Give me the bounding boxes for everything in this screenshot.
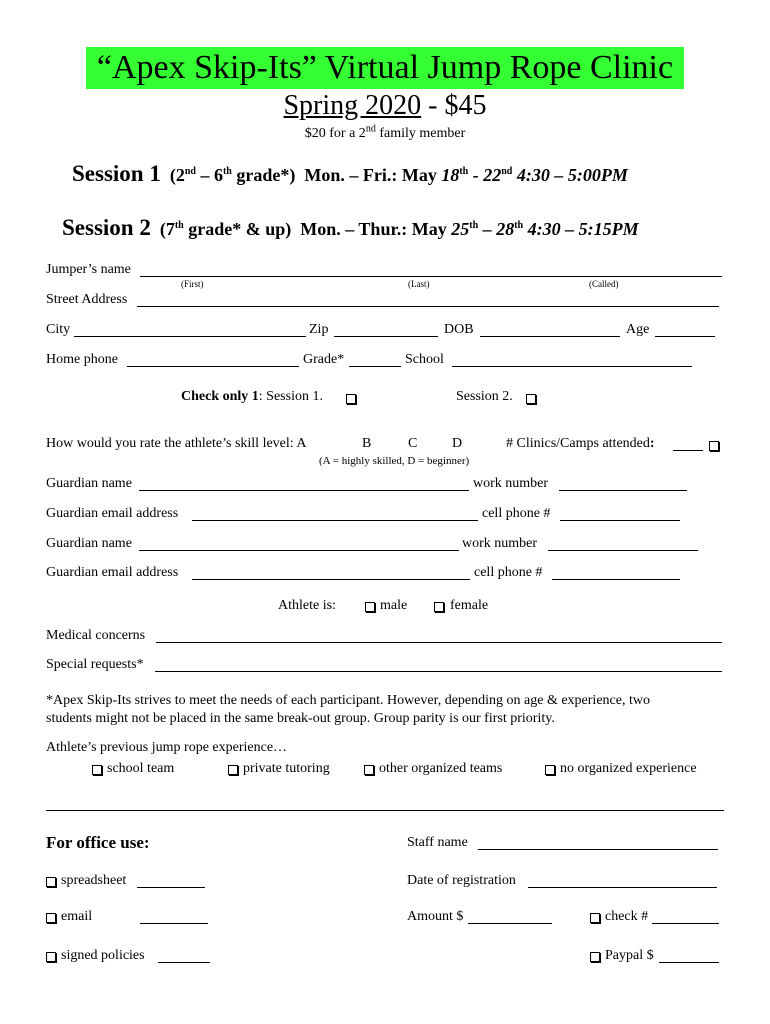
session-2-time: 4:30 – 5:15PM: [523, 219, 639, 239]
no-experience-checkbox[interactable]: [545, 765, 555, 775]
guardian-1-name-label: Guardian name: [46, 476, 132, 491]
price-label: - $45: [421, 90, 487, 121]
session-1-checkbox[interactable]: [346, 394, 356, 404]
guardian-2-name-field[interactable]: [139, 550, 459, 551]
date: 25: [451, 219, 470, 239]
school-label: School: [405, 352, 444, 367]
email-checkbox[interactable]: [46, 913, 56, 923]
colon: :: [649, 436, 655, 451]
amount-label: Amount $: [407, 909, 464, 924]
guardian-1-work-label: work number: [473, 476, 549, 491]
session-1-label: Session 1: [72, 161, 161, 186]
special-label: Special requests*: [46, 657, 144, 672]
special-field[interactable]: [155, 671, 722, 672]
city-field[interactable]: [74, 336, 306, 337]
sup: nd: [184, 166, 196, 177]
session-2-grade-end: grade* & up): [183, 219, 292, 239]
school-team-label: school team: [107, 761, 175, 776]
staff-label: Staff name: [407, 835, 468, 850]
sep: –: [478, 219, 497, 239]
check-checkbox[interactable]: [590, 913, 600, 923]
home-phone-field[interactable]: [127, 366, 299, 367]
sup: nd: [501, 166, 513, 177]
sep: -: [468, 165, 484, 185]
staff-field[interactable]: [478, 849, 718, 850]
grade-field[interactable]: [349, 366, 401, 367]
street-field[interactable]: [137, 306, 719, 307]
guardian-1-cell-field[interactable]: [560, 520, 680, 521]
office-heading: For office use:: [46, 833, 150, 852]
signed-policies-checkbox[interactable]: [46, 952, 56, 962]
school-team-checkbox[interactable]: [92, 765, 102, 775]
guardian-1-email-label: Guardian email address: [46, 506, 179, 521]
session-2-grade: (7: [159, 219, 175, 239]
female-checkbox[interactable]: [434, 602, 444, 612]
spreadsheet-field[interactable]: [137, 887, 205, 888]
age-label: Age: [626, 322, 650, 337]
skill-option-d[interactable]: D: [452, 436, 463, 451]
clinics-text: # Clinics/Camps attended: [506, 436, 650, 451]
session-2-option-label: Session 2.: [456, 389, 513, 404]
guardian-1-cell-label: cell phone #: [482, 506, 551, 521]
sup: th: [222, 166, 232, 177]
male-label: male: [380, 598, 408, 613]
amount-field[interactable]: [468, 923, 552, 924]
home-phone-label: Home phone: [46, 352, 118, 367]
sup: th: [514, 220, 524, 231]
city-label: City: [46, 322, 71, 337]
skill-question: How would you rate the athlete’s skill level: A: [46, 436, 307, 451]
male-checkbox[interactable]: [365, 602, 375, 612]
clinics-field[interactable]: [673, 450, 703, 451]
paypal-checkbox[interactable]: [590, 952, 600, 962]
skill-note: (A = highly skilled, D = beginner): [319, 455, 470, 467]
grade-label: Grade*: [303, 352, 345, 367]
session-1-time: 4:30 – 5:00PM: [512, 165, 628, 185]
paypal-field[interactable]: [659, 962, 719, 963]
medical-label: Medical concerns: [46, 628, 146, 643]
check-only-row: [181, 389, 323, 405]
guardian-2-email-label: Guardian email address: [46, 565, 179, 580]
check-only-label: Check only 1: [181, 389, 259, 404]
session-2-line: [62, 215, 639, 241]
clinics-label: [506, 436, 655, 452]
female-label: female: [450, 598, 489, 613]
family-note-text-end: family member: [375, 126, 466, 141]
session-1-days: Mon. – Fri.: May: [304, 165, 442, 185]
guardian-2-work-label: work number: [462, 536, 538, 551]
family-note: [0, 123, 770, 142]
note-line-1: *Apex Skip-Its strives to meet the needs of each participant. However, depending on age & experience, two: [46, 693, 650, 708]
skill-option-c[interactable]: C: [408, 436, 418, 451]
first-caption: (First): [181, 279, 204, 289]
jumper-name-field[interactable]: [140, 276, 722, 277]
family-note-text: $20 for a 2: [304, 126, 366, 141]
note-line-2: students might not be placed in the same break-out group. Group parity is our first priority.: [46, 711, 555, 726]
family-note-sup: nd: [365, 123, 376, 135]
guardian-2-work-field[interactable]: [548, 550, 698, 551]
season-price: [0, 90, 770, 122]
zip-field[interactable]: [334, 336, 438, 337]
other-teams-checkbox[interactable]: [364, 765, 374, 775]
email-field[interactable]: [140, 923, 208, 924]
guardian-1-email-field[interactable]: [192, 520, 478, 521]
skill-option-b[interactable]: B: [362, 436, 372, 451]
signed-policies-field[interactable]: [158, 962, 210, 963]
spreadsheet-checkbox[interactable]: [46, 877, 56, 887]
session-1-grade: (2: [169, 165, 185, 185]
athlete-is-label: Athlete is:: [278, 598, 336, 613]
date: 22: [483, 165, 502, 185]
clinics-checkbox[interactable]: [709, 441, 719, 451]
dob-label: DOB: [444, 322, 474, 337]
private-tutoring-label: private tutoring: [243, 761, 330, 776]
email-label: email: [61, 909, 93, 924]
spreadsheet-label: spreadsheet: [61, 873, 127, 888]
season-label: Spring 2020: [283, 90, 422, 121]
divider: [46, 810, 724, 811]
session-2-checkbox[interactable]: [526, 394, 536, 404]
date-reg-label: Date of registration: [407, 873, 516, 888]
check-field[interactable]: [652, 923, 719, 924]
page-title: “Apex Skip-Its” Virtual Jump Rope Clinic: [86, 47, 684, 89]
zip-label: Zip: [309, 322, 329, 337]
date-reg-field[interactable]: [528, 887, 717, 888]
sup: th: [459, 166, 469, 177]
age-field[interactable]: [655, 336, 715, 337]
dob-field[interactable]: [480, 336, 620, 337]
guardian-2-email-field[interactable]: [192, 579, 470, 580]
no-experience-label: no organized experience: [560, 761, 697, 776]
guardian-2-cell-field[interactable]: [552, 579, 680, 580]
sup: th: [469, 220, 479, 231]
session-2-label: Session 2: [62, 215, 151, 240]
experience-question: Athlete’s previous jump rope experience…: [46, 740, 288, 755]
called-caption: (Called): [589, 279, 619, 289]
school-field[interactable]: [452, 366, 692, 367]
date: 18: [441, 165, 460, 185]
paypal-label: Paypal $: [605, 948, 654, 963]
date: 28: [496, 219, 515, 239]
guardian-2-cell-label: cell phone #: [474, 565, 543, 580]
guardian-2-name-label: Guardian name: [46, 536, 132, 551]
session-1-option-label: : Session 1.: [258, 389, 323, 404]
private-tutoring-checkbox[interactable]: [228, 765, 238, 775]
session-1-line: [72, 161, 628, 187]
jumper-name-label: Jumper’s name: [46, 262, 131, 277]
session-1-grade-mid: – 6: [195, 165, 223, 185]
check-label: check #: [605, 909, 649, 924]
street-label: Street Address: [46, 292, 128, 307]
signed-policies-label: signed policies: [61, 948, 145, 963]
sup: th: [174, 220, 184, 231]
session-2-days: Mon. – Thur.: May: [300, 219, 452, 239]
other-teams-label: other organized teams: [379, 761, 503, 776]
guardian-1-work-field[interactable]: [559, 490, 687, 491]
session-1-grade-end: grade*): [231, 165, 296, 185]
last-caption: (Last): [408, 279, 430, 289]
medical-field[interactable]: [156, 642, 722, 643]
guardian-1-name-field[interactable]: [139, 490, 469, 491]
